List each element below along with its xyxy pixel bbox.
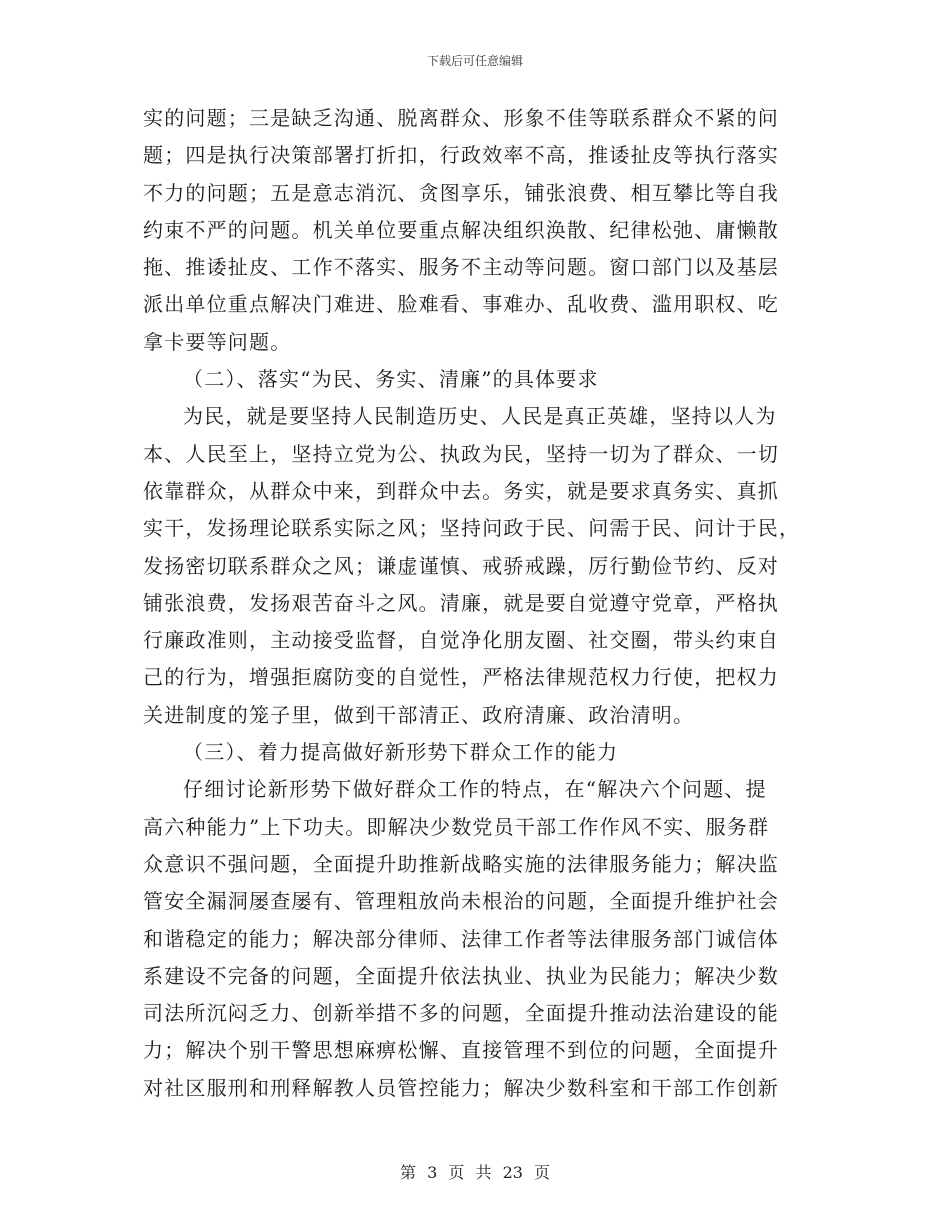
page-unit: 页 <box>448 1163 465 1182</box>
text-line: 约束不严的问题。机关单位要重点解决组织涣散、纪律松弛、庸懒散 <box>143 217 779 242</box>
document-body <box>143 100 811 1107</box>
page-header: 下载后可任意编辑 <box>426 54 523 68</box>
text-line: 依靠群众，从群众中来，到群众中去。务实，就是要求真务实、真抓 <box>143 478 779 503</box>
text-line: 拿卡要等问题。 <box>143 329 292 354</box>
text-line: 管安全漏洞屡查屡有、管理粗放尚未根治的问题，全面提升维护社会 <box>143 889 779 914</box>
text-line: 关进制度的笼子里，做到干部清正、政府清廉、政治清明。 <box>143 702 695 727</box>
page-footer <box>0 1160 950 1183</box>
text-line: 高六种能力”上下功夫。即解决少数党员干部工作作风不实、服务群 <box>143 814 770 839</box>
total-prefix: 共 <box>475 1163 492 1182</box>
text-line: 众意识不强问题，全面提升助推新战略实施的法律服务能力；解决监 <box>143 851 779 876</box>
text-line: 力；解决个别干警思想麻痹松懈、直接管理不到位的问题，全面提升 <box>143 1038 779 1063</box>
text-line: 题；四是执行决策部署打折扣，行政效率不高，推诿扯皮等执行落实 <box>143 143 779 168</box>
text-line: 对社区服刑和刑释解教人员管控能力；解决少数科室和干部工作创新 <box>143 1075 779 1100</box>
text-line: 发扬密切联系群众之风；谦虚谨慎、戒骄戒躁，厉行勤俭节约、反对 <box>143 553 779 578</box>
section-heading: （二）、落实“为民、务实、清廉”的具体要求 <box>183 367 599 392</box>
paragraph-start: 仔细讨论新形势下做好群众工作的特点，在“解决六个问题、提 <box>183 777 767 802</box>
text-line: 拖、推诿扯皮、工作不落实、服务不主动等问题。窗口部门以及基层 <box>143 255 779 280</box>
text-line: 铺张浪费，发扬艰苦奋斗之风。清廉，就是要自觉遵守党章，严格执 <box>143 590 779 615</box>
text-line: 司法所沉闷乏力、创新举措不多的问题，全面提升推动法治建设的能 <box>143 1001 779 1026</box>
total-pages: 23 <box>502 1163 523 1182</box>
text-line: 实干，发扬理论联系实际之风；坚持问政于民、问需于民、问计于民， <box>143 516 801 541</box>
text-line: 派出单位重点解决门难进、脸难看、事难办、乱收费、滥用职权、吃 <box>143 292 779 317</box>
footer-prefix: 第 <box>399 1163 416 1182</box>
total-unit: 页 <box>534 1163 551 1182</box>
text-line: 和谐稳定的能力；解决部分律师、法律工作者等法律服务部门诚信体 <box>143 926 779 951</box>
text-line: 系建设不完备的问题，全面提升依法执业、执业为民能力；解决少数 <box>143 963 779 988</box>
paragraph-start: 为民，就是要坚持人民制造历史、人民是真正英雄，坚持以人为 <box>183 404 777 429</box>
text-line: 不力的问题；五是意志消沉、贪图享乐，铺张浪费、相互攀比等自我 <box>143 180 779 205</box>
section-heading: （三）、着力提高做好新形势下群众工作的能力 <box>183 740 619 765</box>
text-line: 实的问题；三是缺乏沟通、脱离群众、形象不佳等联系群众不紧的问 <box>143 106 779 130</box>
text-line: 己的行为，增强拒腐防变的自觉性，严格法律规范权力行使，把权力 <box>143 665 779 690</box>
page-number: 3 <box>427 1163 438 1182</box>
text-line: 行廉政准则，主动接受监督，自觉净化朋友圈、社交圈，带头约束自 <box>143 628 779 653</box>
text-line: 本、人民至上，坚持立党为公、执政为民，坚持一切为了群众、一切 <box>143 441 779 466</box>
